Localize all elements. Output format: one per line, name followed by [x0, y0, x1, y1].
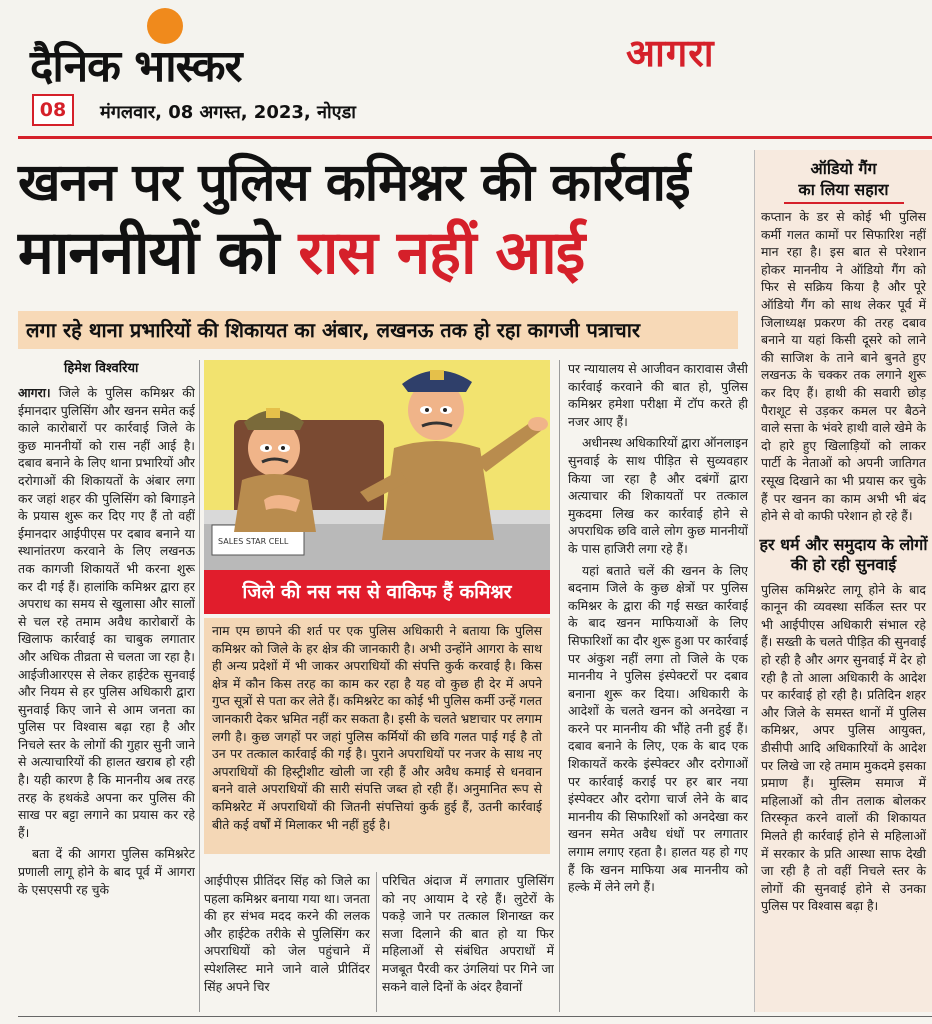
column-3-para-3: यहां बताते चलें की खनन के लिए बदनाम जिले के कुछ क्षेत्रों पर पुलिस कमिश्नर के द्वारा की गई सख्त कार्रवाई के बाद खनन माफियाओं के लिए सिफारिशों का दौर शुरू हुआ पर कार्रवाई पर अंकुश नहीं लगा तो जिले के एक माननीय ने पुलिस इंस्पेक्टरों पर दबाव बनाना शुरू कर दिया। अधिकारी के आदेशों के चलते खनन को अनदेखा न करने पर माननीय की भौंहे तनी हुई हैं। दबाव बनाने के लिए, एक के बाद एक शिकायतें करके इंस्पेक्टर और दरोगाओं पर कार्रवाई कराई पर हर बार नया इंस्पेक्टर और दरोगा चार्ज लेने के बाद माननीय की सिफारिशों को अनदेखा कर खनन समेत अवैध धंधों पर लगातार लगाम लगाए रहता है। हालत यह हो गए हैं कि खनन माफिया अब माननीय को हल्के में लेने लगे हैं।: [568, 562, 748, 895]
sidebar-title-line-1: ऑडियो गैंग: [810, 159, 877, 178]
column-3-para-1: पर न्यायालय से आजीवन कारावास जैसी कार्रवाई करवाने की बात हो, पुलिस कमिश्नर हमेशा परीक्षा में टॉप करते ही नजर आए हैं।: [568, 361, 748, 429]
sidebar-box: [754, 150, 932, 1012]
dateline: मंगलवार, 08 अगस्त, 2023, नोएडा: [100, 102, 356, 123]
column-1-text: जिले के पुलिस कमिश्नर की ईमानदार पुलिसिंग और खनन समेत कई काले कारोबारों पर कार्रवाई जिले के कुछ माननीयों को रास नहीं आई है। दबाव बनाने के लिए थाना प्रभारियों और दरोगाओं की शिकायतों के अंबार लगा कर जहां शहर की पुलिसिंग को बिगाड़ने के प्रयास शुरू कर दिए गए हैं तो वहीं ईमानदार आईपीएस पर दबाव बनाने या स्थानांतरण करवाने के लिए लखनऊ तक कागजी शिकायतें भी करना शुरू कर दी गई हैं। हालांकि कमिश्नर द्वारा हर अपराध का समय से खुलासा और सालों से चल रहे तमाम अवैध कारोबारों के खिलाफ कार्रवाई का चाबुक लगातार और अधिक तीव्रता से चलता जा रहा है। आईजीआरएस से लेकर हाईटेक सुनवाई और नियम से हर पुलिस अधिकारी द्वारा सुनवाई किए जाने से आम जनता का पुलिस पर विश्वास बढ़ा रहा है और निचले स्तर के लोगों की गुहार सुनी जाने से अत्याचारियों की हालत खराब हो रही है। यही कारण है कि माननीय अब तरह तरह के हथकंडे अपना कर पुलिस की साख पर बट्टा लगाने का प्रयास कर रहे हैं।: [18, 385, 195, 840]
box-body: नाम एम छापने की शर्त पर एक पुलिस अधिकारी ने बताया कि पुलिस कमिश्नर को जिले के हर क्षेत्र की जानकारी है। अभी उन्होंने आगरा के साथ ही अन्य प्रदेशों में भी जाकर अपराधियों की संपत्ति कुर्क करवाई है। किस क्षेत्र में कौन किस तरह का काम कर रहा है यह वो कुछ ही देर में अपने गुप्त सूत्रों से पता कर लेते हैं। कमिश्नरेट का कोई भी पुलिस कर्मी उन्हें गलत जानकारी देकर भ्रमित नहीं कर सकता है। इसी के चलते भ्रष्टाचार पर लगाम लगी है। कुछ जगहों पर जहां पुलिस कर्मियों की छवि गलत पाई गई है तो उन पर तत्काल कार्रवाई की गई है। पुराने अपराधियों पर नजर के साथ नए अपराधियों की हिस्ट्रीशीट खोली जा रही हैं और अवैध कमाई से धनवान बनने वाले अपराधियों की सारी संपत्ति जब्त हो रही हैं। अनुमानित रूप से कमिश्नरेट में अपराधियों की जितनी संपत्तियां कुर्क हुई हैं, उतनी कार्रवाई बीते कई वर्षों में मिलाकर भी नहीं हुई है।: [204, 618, 550, 854]
article-column-2a: आईपीएस प्रीतिंदर सिंह को जिले का पहला कमिश्नर बनाया गया था। जनता की हर संभव मदद करने की ललक और हाईटेक तरीके से पुलिसिंग कर अपराधियों को जेल पहुंचाने में स्पेशलिस्ट माने जाने वाले प्रीतिंदर सिंह अपने चिर: [204, 873, 370, 994]
sidebar-text-1: कप्तान के डर से कोई भी पुलिस कर्मी गलत कामों पर सिफारिश नहीं मान रहा है। इस बात से परेशान होकर माननीय ने ऑडियो गैंग को फिर से सक्रिय किया है और पूरे ऑडियो गैंग को साथ लेकर पूर्व में जिलाध्यक्ष प्रकरण की तरह दबाव बनाने या यहां किसी दूसरे को लाने की साजिश के ताने बाने बुनते हुए लखनऊ के चक्कर तक लगाने शुरू कर दिए हैं। हाथी की सवारी छोड़ पैराशूट से उड़कर कमल पर बैठने वाले सत्ता के भंवरे हाथी वाले खेमे के दो हारे हुए खिलाड़ियों को लाकर पार्टी के नेताओं को अपनी जातिगत रसूख दिखाने का भी प्रयास कर चुके हैं पर खनन का काम अभी भी बंद होने से वो काफी परेशान हो रहे हैं।: [761, 209, 926, 524]
page-number: 08: [32, 94, 74, 126]
edition-city: आगरा: [626, 31, 715, 75]
newspaper-logo: दैनिक भास्कर: [30, 41, 242, 92]
article-column-1: [18, 384, 195, 1012]
column-divider: [559, 360, 560, 1012]
desk-sign-text: SALES STAR CELL: [218, 537, 289, 546]
headline-line-2: [18, 216, 738, 290]
article-column-2b: परिचित अंदाज में लगातार पुलिसिंग को नए आयाम दे रहे हैं। लुटेरों के पकड़े जाने पर तत्काल शिनाख्त कर सजा दिलाने की बात हो या फिर महिलाओं से संबंधित अपराधों में मजबूत पैरवी कर उंगलियां पर गिने जा सकने वाले दिनों के अंदर हैवानों: [382, 873, 554, 994]
main-headline: [18, 150, 738, 290]
column-divider: [199, 360, 200, 1012]
dateline-lead: आगरा।: [18, 385, 51, 400]
column-divider: [376, 872, 377, 1012]
article-column-3: [568, 360, 748, 1012]
police-cartoon-icon: [204, 360, 550, 570]
byline: हिमेश विश्वरिया: [64, 361, 139, 376]
subheadline-deck: लगा रहे थाना प्रभारियों की शिकायत का अंबार, लखनऊ तक हो रहा कागजी पत्राचार: [18, 311, 738, 349]
headline-line-2-red: रास नहीं आई: [298, 218, 585, 288]
headline-line-2-black: माननीयों को: [18, 218, 299, 288]
column-3-para-2: अधीनस्थ अधिकारियों द्वारा ऑनलाइन सुनवाई के साथ पीड़ित से सुव्यवहार किया जा रहा है और दबंगों द्वारा अत्याचार की शिकायतों पर तत्काल मुकदमा लिख कर कार्रवाई होने से अपराधिक छवि वाले लोग कुछ माननीयों के पास हाजिरी लगा रहे हैं।: [568, 435, 748, 556]
header-divider: [18, 136, 932, 139]
sidebar-title-line-2: का लिया सहारा: [798, 180, 889, 199]
column-1-para-2: बता दें की आगरा पुलिस कमिश्नरेट प्रणाली लागू होने के बाद पूर्व में आगरा के एसएसपी रह चुके: [18, 846, 195, 897]
sidebar-heading-2: हर धर्म और समुदाय के लोगों की हो रही सुनवाई: [759, 534, 928, 574]
column-1-para-1: [18, 384, 195, 841]
headline-line-1: खनन पर पुलिस कमिश्नर की कार्रवाई: [18, 153, 690, 213]
sidebar-title-underline: [784, 202, 904, 204]
bottom-rule: [18, 1016, 932, 1017]
sidebar-title: [755, 158, 932, 200]
box-title: जिले की नस नस से वाकिफ हैं कमिश्नर: [204, 570, 550, 614]
sidebar-text-2: पुलिस कमिश्नरेट लागू होने के बाद कानून की व्यवस्था सर्किल स्तर पर भी आईपीएस अधिकारी संभाल रहे हैं। सख्ती के चलते पीड़ित की सुनवाई हो रही है और अगर सुनवाई में देर हो रही है तो आला अधिकारी के आदेश पर कार्रवाई हो रही है। प्रतिदिन शहर और जिले के समस्त थानों में पुलिस कमिश्नर, अपर पुलिस आयुक्त, डीसीपी आदि अधिकारियों के आदेश पर लिखे जा रहे तमाम मुकदमे इसका प्रमाण हैं। मुस्लिम समाज में महिलाओं को तीन तलाक बोलकर तिरस्कृत करने वालों की शिकायत मिलते ही कार्रवाई होने से महिलाओं में सरकार के प्रति आस्था साफ देखी जा रही है तो वहीं निचले स्तर के लोगों की सुनवाई होने से उनका पुलिस पर विश्वास बढ़ा है।: [761, 581, 926, 914]
masthead: [0, 0, 932, 100]
cartoon-illustration: [204, 360, 550, 570]
